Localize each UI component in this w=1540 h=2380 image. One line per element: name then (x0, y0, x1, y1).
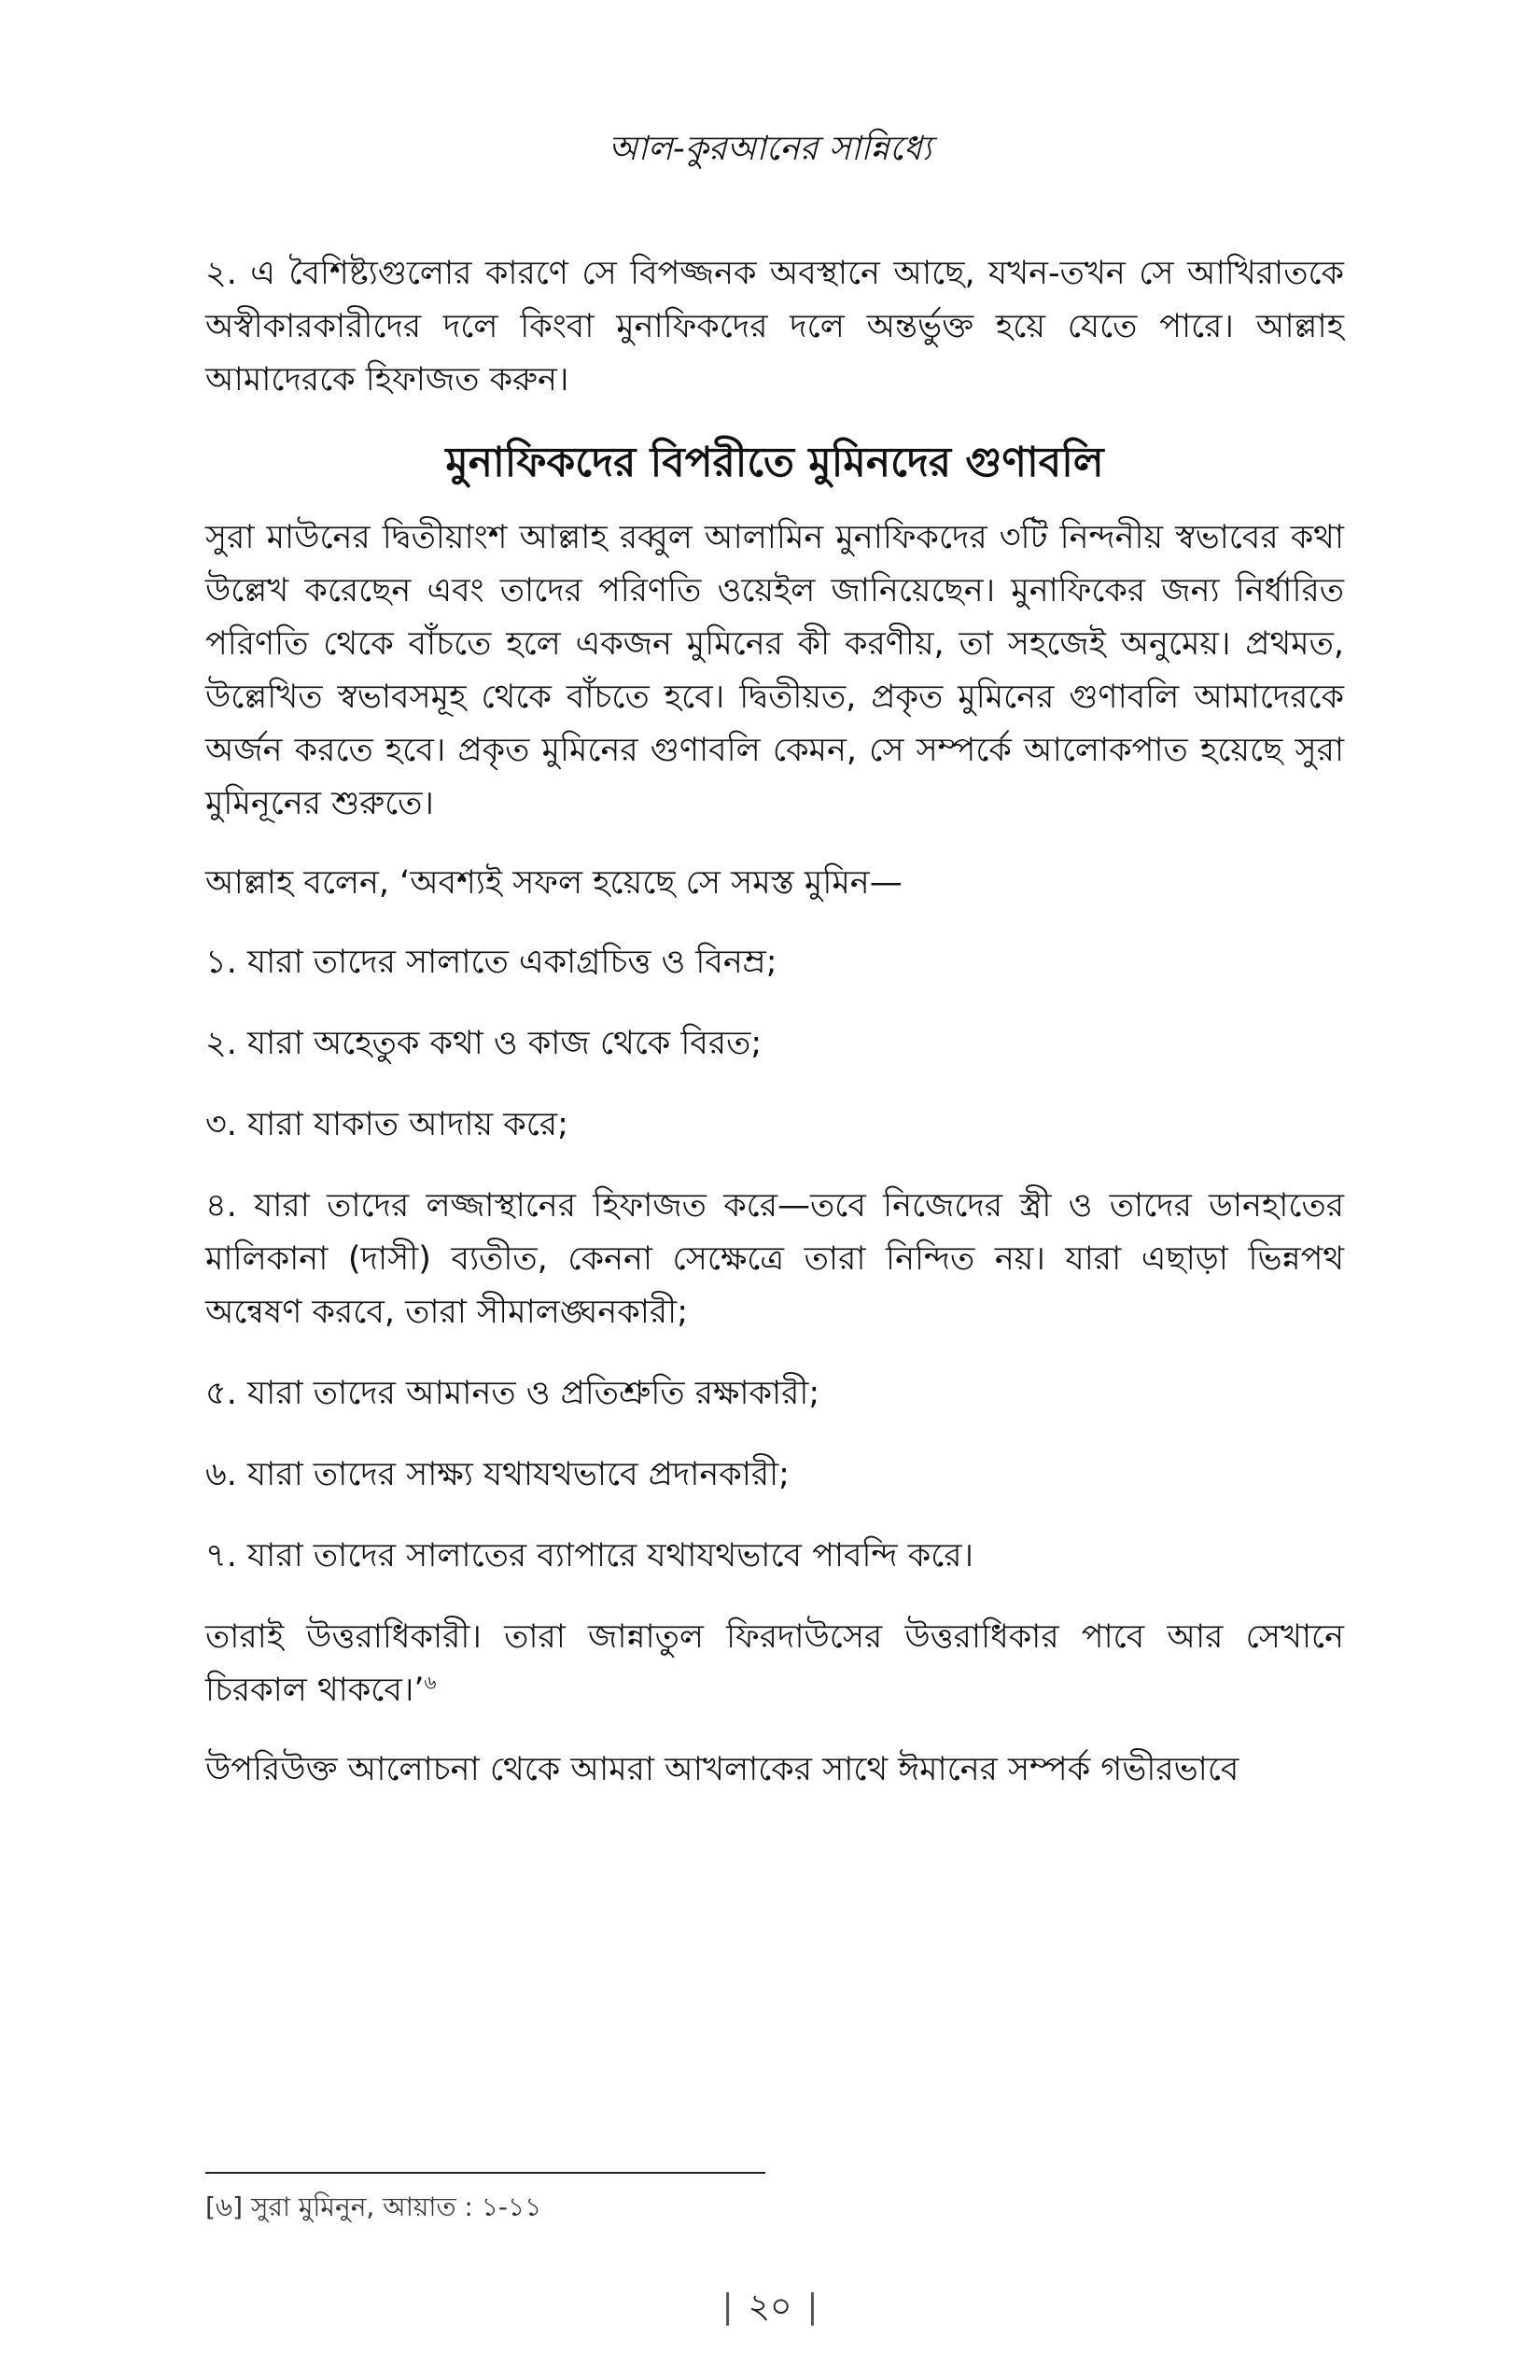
quote-intro: আল্লাহ বলেন, ‘অবশ্যই সফল হয়েছে সে সমস্ত মুমিন— (205, 864, 903, 902)
page-number: ২০ (748, 2288, 792, 2326)
running-head: আল-কুরআনের সান্নিধ্যে (608, 130, 932, 168)
section-paragraph: সুরা মাউনের দ্বিতীয়াংশ আল্লাহ রব্বুল আলামিন মুনাফিকদের ৩টি নিন্দনীয় স্বভাবের কথা উল্লেখ করেছেন এবং তাদের পরিণতি ওয়েইল জানিয়েছেন। মুনাফিকের জন্য নির্ধারিত পরিণতি থেকে বাঁচতে হলে একজন মুমিনের কী করণীয়, তা সহজেই অনুমেয়। প্রথমত, উল্লেখিত স্বভাবসমূহ থেকে বাঁচতে হবে। দ্বিতীয়ত, প্রকৃত মুমিনের গুণাবলি আমাদেরকে অর্জন করতে হবে। প্রকৃত মুমিনের গুণাবলি কেমন, সে সম্পর্কে আলোকপাত হয়েছে সুরা মুমিনূনের শুরুতে। (205, 519, 1344, 822)
quality-item-7: ৭. যারা তাদের সালাতের ব্যাপারে যথাযথভাবে পাবন্দি করে। (205, 1537, 974, 1575)
quality-item-4: ৪. যারা তাদের লজ্জাস্থানের হিফাজত করে—তবে নিজেদের স্ত্রী ও তাদের ডানহাতের মালিকানা (দাসী) ব্যতীত, কেননা সেক্ষেত্রে তারা নিন্দিত নয়। যারা এছাড়া ভিন্নপথ অন্বেষণ করবে, তারা সীমালঙ্ঘনকারী; (205, 1187, 1344, 1331)
footnote-reference[interactable]: ৬ (424, 1671, 437, 1694)
quality-item-2: ২. যারা অহেতুক কথা ও কাজ থেকে বিরত; (205, 1025, 763, 1062)
folio-separator-right: | (806, 2288, 819, 2326)
qualities-list (205, 936, 1344, 1583)
quality-item-3: ৩. যারা যাকাত আদায় করে; (205, 1106, 568, 1143)
quality-item-6: ৬. যারা তাদের সাক্ষ্য যথাযথভাবে প্রদানকারী; (205, 1456, 790, 1493)
conclusion-text: তারাই উত্তরাধিকারী। তারা জান্নাতুল ফিরদাউসের উত্তরাধিকার পাবে আর সেখানে চিরকাল থাকবে।’ (205, 1618, 1344, 1709)
page-number-footer (0, 2287, 1540, 2328)
footnote-divider (205, 2172, 765, 2174)
intro-paragraph: ২. এ বৈশিষ্ট্যগুলোর কারণে সে বিপজ্জনক অবস্থানে আছে, যখন-তখন সে আখিরাতকে অস্বীকারকারীদের দলে কিংবা মুনাফিকদের দলে অন্তর্ভুক্ত হয়ে যেতে পারে। আল্লাহ আমাদেরকে হিফাজত করুন। (205, 255, 1344, 399)
page-body (205, 247, 1344, 1823)
folio-separator-left: | (721, 2288, 734, 2326)
conclusion-paragraph (205, 1611, 1344, 1717)
section-heading: মুনাফিকদের বিপরীতে মুমিনদের গুণাবলি (445, 439, 1104, 486)
quality-item-5: ৫. যারা তাদের আমানত ও প্রতিশ্রুতি রক্ষাকারী; (205, 1375, 820, 1412)
quality-item-1: ১. যারা তাদের সালাতে একাগ্রচিত্ত ও বিনম্র; (205, 944, 777, 981)
closing-paragraph: উপরিউক্ত আলোচনা থেকে আমরা আখলাকের সাথে ঈমানের সম্পর্ক গভীরভাবে (205, 1751, 1239, 1788)
footnote: [৬] সুরা মুমিনুন, আয়াত : ১-১১ (205, 2191, 542, 2222)
